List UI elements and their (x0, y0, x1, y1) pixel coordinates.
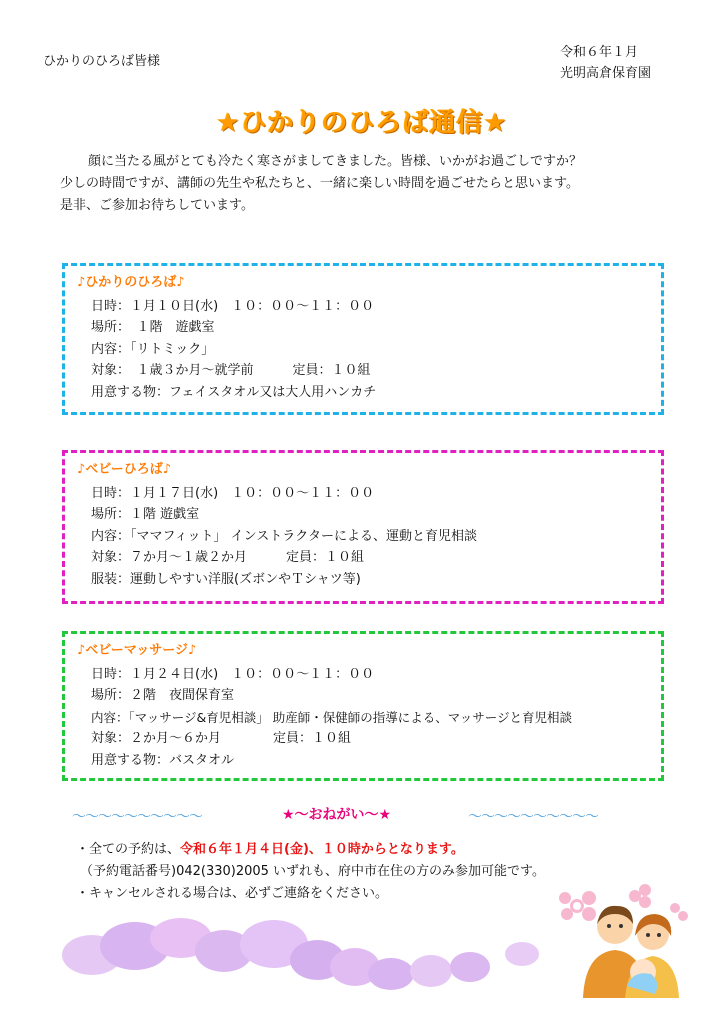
event-clothing: 服装：運動しやすい洋服(ズボンやＴシャツ等) (91, 571, 361, 587)
intro-line: 少しの時間ですが、講師の先生や私たちと、一緒に楽しい時間を過ごせたらと思います。 (60, 176, 579, 191)
note-phone: （予約電話番号)042(330)2005 いずれも、府中市在住の方のみ参加可能です。 (80, 864, 546, 879)
event-title: ♪ひかりのひろば♪ (77, 275, 185, 290)
intro-paragraph (60, 151, 680, 217)
family-illustration (555, 878, 695, 998)
event-items: 用意する物：フェイスタオル又は大人用ハンカチ (91, 384, 377, 400)
request-heading: ★～おねがい～★ (282, 807, 392, 823)
event-target: 対象： １歳３か月～就学前 定員：１０組 (91, 363, 371, 378)
wave-decoration-left: ～～～～～～～～～～ (72, 809, 202, 825)
request-notes (76, 839, 545, 905)
issue-date: 令和６年１月 (560, 45, 639, 60)
issue-info (560, 42, 651, 84)
event-place: 場所：１階 遊戯室 (91, 507, 200, 522)
event-box-massage (62, 631, 664, 781)
event-content: 内容：「ママフィット」 インストラクターによる、運動と育児相談 (91, 528, 477, 544)
event-target: 対象：２か月～６か月 定員：１０組 (91, 731, 352, 746)
note-cancel: ・キャンセルされる場合は、必ずご連絡をください。 (76, 886, 389, 901)
event-datetime: 日時：１月１０日(水) １０：００～１１：００ (91, 298, 375, 314)
event-box-baby (62, 450, 664, 604)
reservation-date-highlight: 令和６年１月４日(金)、１０時からとなります。 (180, 842, 464, 857)
newsletter-title: ★ひかりのひろば通信★ (216, 108, 508, 138)
note-reservation-prefix: ・全ての予約は、 (76, 842, 181, 857)
event-title: ♪ベビーひろば♪ (77, 462, 172, 477)
event-datetime: 日時：１月１７日(水) １０：００～１１：００ (91, 485, 375, 501)
event-items: 用意する物：バスタオル (91, 752, 235, 768)
note-reservation (76, 839, 545, 861)
event-title: ♪ベビーマッサージ♪ (77, 643, 197, 658)
event-place: 場所：２階 夜間保育室 (91, 688, 235, 703)
event-datetime: 日時：１月２４日(水) １０：００～１１：００ (91, 666, 375, 682)
intro-line: 顔に当たる風がとても冷たく寒さがましてきました。皆様、いかがお過ごしですか？ (88, 154, 583, 169)
event-box-hikari (62, 263, 664, 415)
addressee: ひかりのひろば皆様 (43, 54, 161, 69)
event-content: 内容：「マッサージ&育児相談」 助産師・保健師の指導による、マッサージと育児相談 (91, 709, 572, 725)
event-content: 内容：「リトミック」 (91, 341, 215, 357)
wave-decoration-right: ～～～～～～～～～～ (468, 809, 598, 825)
event-target: 対象：７か月～１歳２か月 定員：１０組 (91, 550, 365, 565)
intro-line: 是非、ご参加お待ちしています。 (60, 198, 254, 213)
organization-name: 光明高倉保育園 (560, 66, 652, 81)
event-place: 場所： １階 遊戯室 (91, 320, 215, 335)
